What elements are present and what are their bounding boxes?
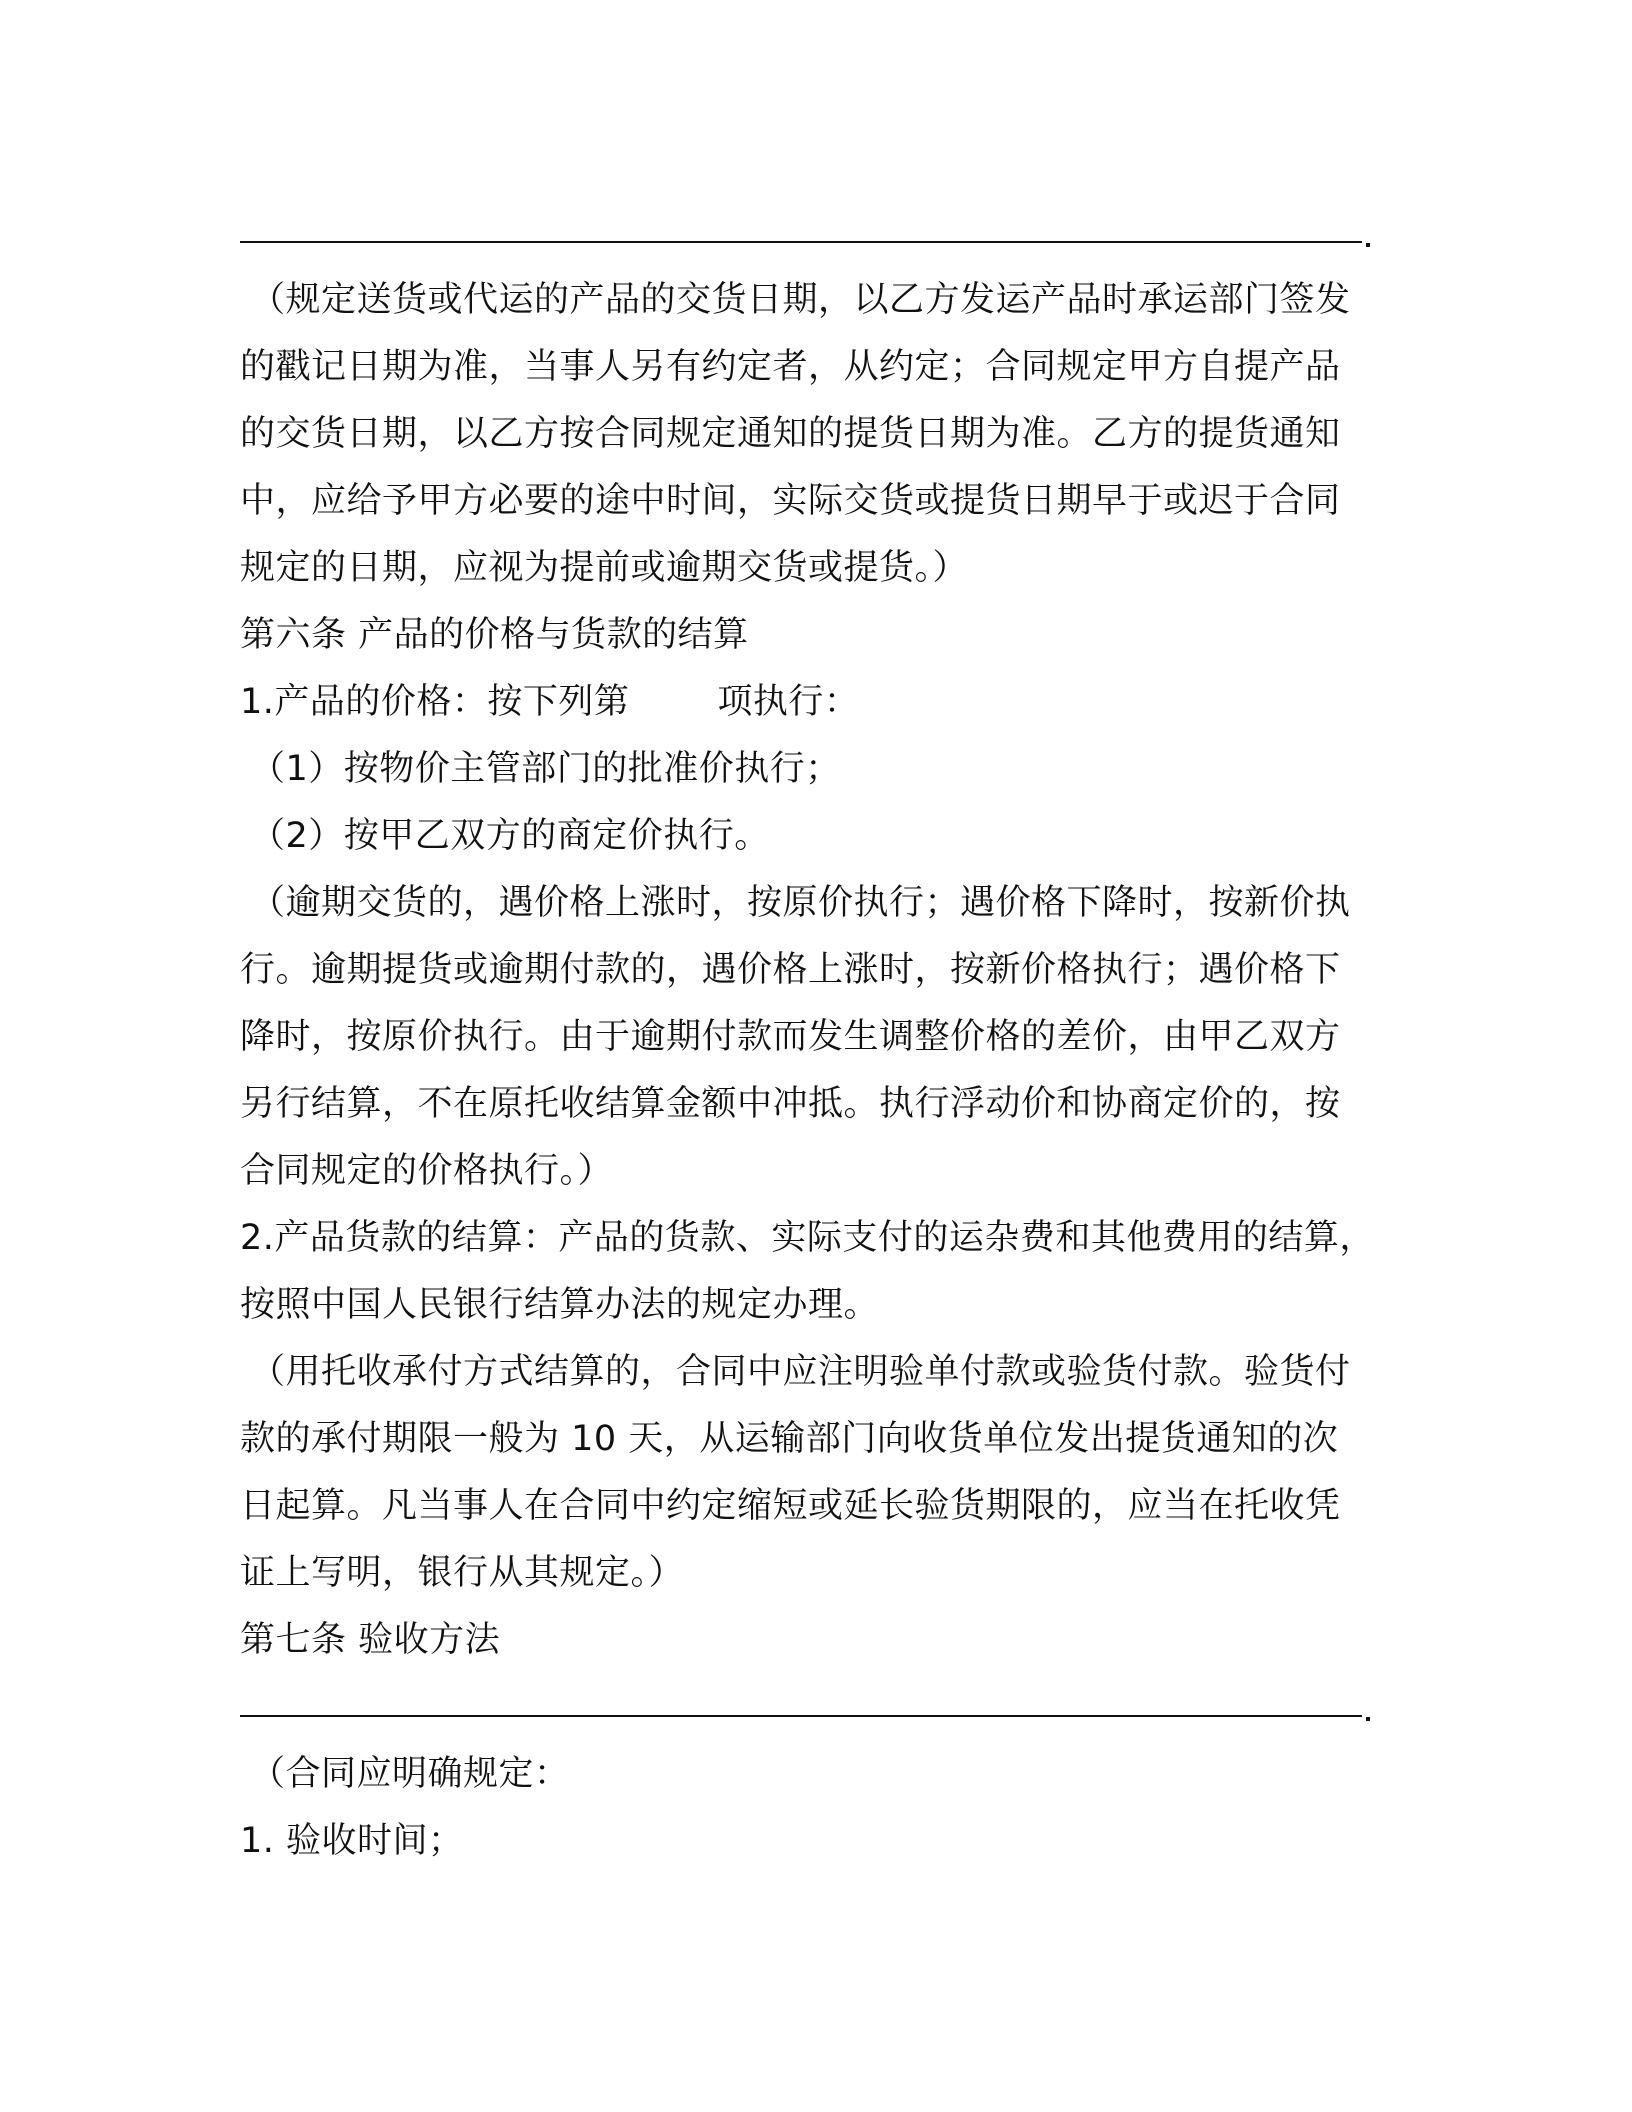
price-options [240,736,1400,870]
blank-underline [240,241,1362,243]
settlement-note [240,1339,1400,1607]
fill-in-blank-line [240,200,1400,267]
document-page [240,200,1400,1875]
paragraph-line: 的戳记日期为准，当事人另有约定者，从约定；合同规定甲方自提产品 [240,347,1341,387]
price-item-suffix: 项执行： [717,682,860,722]
paragraph-line: 证上写明，银行从其规定。） [240,1553,685,1593]
price-option: （1）按物价主管部门的批准价执行； [250,749,841,789]
paragraph-line: （逾期交货的，遇价格上涨时，按原价执行；遇价格下降时，按新价执 [250,883,1351,923]
price-item-prefix: 1.产品的价格：按下列第 [240,682,630,722]
price-item [240,669,1400,736]
blank-line-end-dot [1366,1717,1370,1721]
paragraph-line: 行。逾期提货或逾期付款的，遇价格上涨时，按新价格执行；遇价格下 [240,950,1341,990]
paragraph-line: 按照中国人民银行结算办法的规定办理。 [240,1285,880,1325]
paragraph-line: （用托收承付方式结算的，合同中应注明验单付款或验货付款。验货付 [250,1352,1351,1392]
paragraph-line: （规定送货或代运的产品的交货日期，以乙方发运产品时承运部门签发 [250,280,1351,320]
blank-underline [240,1715,1362,1717]
settlement-item [240,1205,1400,1339]
paragraph-line: 中，应给予甲方必要的途中时间，实际交货或提货日期早于或迟于合同 [240,481,1341,521]
price-option: （2）按甲乙双方的商定价执行。 [250,816,770,856]
paragraph-line: 的交货日期，以乙方按合同规定通知的提货日期为准。乙方的提货通知 [240,414,1341,454]
article-6-heading: 第六条 产品的价格与货款的结算 [240,615,749,655]
blank-line-end-dot [1366,243,1370,247]
price-adjustment-note [240,870,1400,1205]
inspection-item: 1. 验收时间； [240,1821,464,1861]
paragraph-line: 款的承付期限一般为 10 天，从运输部门向收货单位发出提货通知的次 [240,1419,1339,1459]
delivery-date-note [240,267,1400,602]
article-7-heading: 第七条 验收方法 [240,1620,501,1660]
paragraph-line: 2.产品货款的结算：产品的货款、实际支付的运杂费和其他费用的结算， [240,1218,1375,1258]
paragraph-line: 日起算。凡当事人在合同中约定缩短或延长验货期限的，应当在托收凭 [240,1486,1341,1526]
paragraph-line: 规定的日期，应视为提前或逾期交货或提货。） [240,548,969,588]
paragraph-line: 另行结算，不在原托收结算金额中冲抵。执行浮动价和协商定价的，按 [240,1084,1341,1124]
paragraph-line: 降时，按原价执行。由于逾期付款而发生调整价格的差价，由甲乙双方 [240,1017,1341,1057]
fill-in-blank-line [240,1674,1400,1741]
paragraph-line: 合同规定的价格执行。） [240,1151,614,1191]
inspection-note: （合同应明确规定： [250,1754,570,1794]
